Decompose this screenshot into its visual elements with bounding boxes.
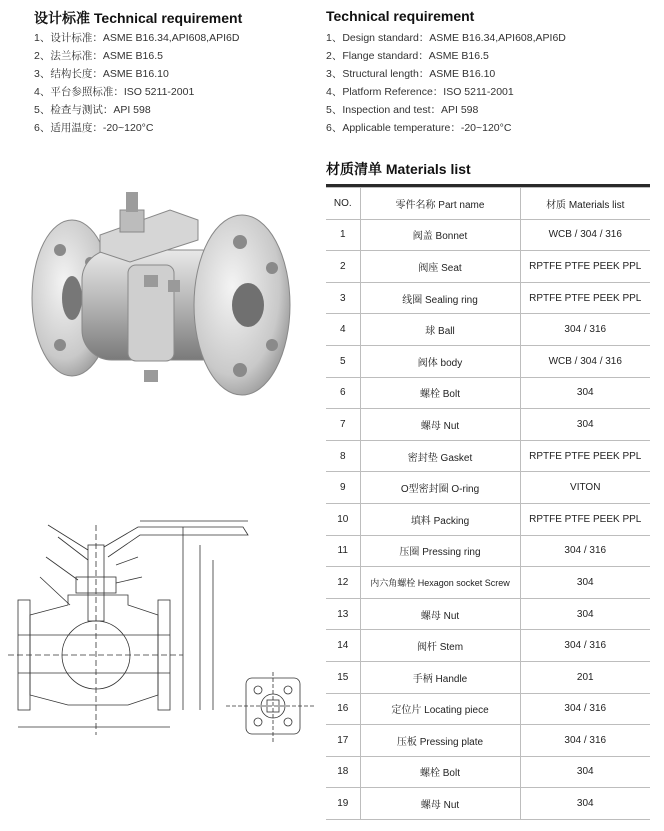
requirement-item: 1、Design standard：ASME B16.34,API608,API6D — [326, 32, 566, 44]
cell-part-name: 螺母 Nut — [360, 409, 520, 441]
table-row — [326, 503, 650, 535]
requirement-item: 6、适用温度：-20~120°C — [34, 122, 154, 134]
cell-material: WCB / 304 / 316 — [520, 345, 650, 377]
cell-no: 12 — [326, 567, 360, 599]
tech-requirement-list-en — [326, 29, 566, 137]
cell-material: 304 / 316 — [520, 314, 650, 346]
cell-no: 10 — [326, 503, 360, 535]
table-row — [326, 219, 650, 251]
cell-no: 13 — [326, 598, 360, 630]
cell-part-name: 阀座 Seat — [360, 251, 520, 283]
cell-part-name: 螺栓 Bolt — [360, 756, 520, 788]
cell-no: 16 — [326, 693, 360, 725]
cell-material: VITON — [520, 472, 650, 504]
cell-part-name: 阀杆 Stem — [360, 630, 520, 662]
materials-table — [326, 187, 650, 820]
cell-no: 15 — [326, 661, 360, 693]
cell-part-name: 填料 Packing — [360, 503, 520, 535]
cell-no: 18 — [326, 756, 360, 788]
cell-material: 304 / 316 — [520, 725, 650, 757]
requirement-item: 5、检查与测试：API 598 — [34, 104, 151, 116]
requirement-item: 2、法兰标准：ASME B16.5 — [34, 50, 163, 62]
table-row — [326, 282, 650, 314]
header-material: 材质 Materials list — [520, 188, 650, 220]
cell-part-name: 螺母 Nut — [360, 788, 520, 820]
cell-part-name: 线圈 Sealing ring — [360, 282, 520, 314]
table-row — [326, 661, 650, 693]
mounting-pad-topview — [222, 672, 318, 744]
cell-material: RPTFE PTFE PEEK PPL — [520, 251, 650, 283]
cell-no: 2 — [326, 251, 360, 283]
cell-no: 4 — [326, 314, 360, 346]
cell-no: 1 — [326, 219, 360, 251]
cell-part-name: 内六角螺栓 Hexagon socket Screw — [360, 567, 520, 599]
cell-material: 304 / 316 — [520, 535, 650, 567]
table-row — [326, 377, 650, 409]
cell-material: WCB / 304 / 316 — [520, 219, 650, 251]
cell-material: RPTFE PTFE PEEK PPL — [520, 282, 650, 314]
tech-requirement-title-cn: 设计标准 Technical requirement — [34, 10, 243, 26]
table-row — [326, 725, 650, 757]
requirement-item: 3、Structural length：ASME B16.10 — [326, 68, 496, 80]
cell-part-name: 手柄 Handle — [360, 661, 520, 693]
cell-no: 11 — [326, 535, 360, 567]
cell-no: 5 — [326, 345, 360, 377]
table-row — [326, 535, 650, 567]
cell-part-name: 螺栓 Bolt — [360, 377, 520, 409]
requirement-item: 4、平台参照标准：ISO 5211-2001 — [34, 86, 195, 98]
cell-material: 304 — [520, 598, 650, 630]
cell-part-name: 螺母 Nut — [360, 598, 520, 630]
cell-no: 6 — [326, 377, 360, 409]
cell-material: 304 / 316 — [520, 630, 650, 662]
table-row — [326, 756, 650, 788]
header-part-name: 零件名称 Part name — [360, 188, 520, 220]
materials-list-title: 材质清单 Materials list — [326, 161, 471, 177]
cell-material: RPTFE PTFE PEEK PPL — [520, 503, 650, 535]
cell-part-name: 球 Ball — [360, 314, 520, 346]
cell-part-name: 定位片 Locating piece — [360, 693, 520, 725]
cell-no: 7 — [326, 409, 360, 441]
cell-no: 14 — [326, 630, 360, 662]
cell-material: 304 — [520, 788, 650, 820]
requirement-item: 5、Inspection and test：API 598 — [326, 104, 479, 116]
table-row — [326, 251, 650, 283]
table-row — [326, 567, 650, 599]
cell-part-name: 阀盖 Bonnet — [360, 219, 520, 251]
cell-no: 3 — [326, 282, 360, 314]
requirement-item: 4、Platform Reference：ISO 5211-2001 — [326, 86, 514, 98]
table-row — [326, 598, 650, 630]
cell-part-name: O型密封圈 O-ring — [360, 472, 520, 504]
cell-no: 8 — [326, 440, 360, 472]
header-no: NO. — [326, 188, 360, 220]
cell-material: 304 — [520, 377, 650, 409]
materials-table-container — [326, 184, 650, 820]
requirement-item: 3、结构长度：ASME B16.10 — [34, 68, 169, 80]
tech-requirement-title-en: Technical requirement — [326, 8, 475, 24]
cell-part-name: 压板 Pressing plate — [360, 725, 520, 757]
requirement-item: 1、设计标准：ASME B16.34,API608,API6D — [34, 32, 240, 44]
requirement-item: 6、Applicable temperature：-20~120°C — [326, 122, 512, 134]
ball-valve-photo — [20, 180, 304, 410]
cell-no: 19 — [326, 788, 360, 820]
cell-material: 304 / 316 — [520, 693, 650, 725]
table-row — [326, 440, 650, 472]
table-row — [326, 693, 650, 725]
cell-part-name: 压圈 Pressing ring — [360, 535, 520, 567]
cell-part-name: 密封垫 Gasket — [360, 440, 520, 472]
cell-part-name: 阀体 body — [360, 345, 520, 377]
cell-material: 304 — [520, 409, 650, 441]
requirement-item: 2、Flange standard：ASME B16.5 — [326, 50, 489, 62]
table-row — [326, 472, 650, 504]
cell-no: 17 — [326, 725, 360, 757]
table-row — [326, 630, 650, 662]
cell-material: 304 — [520, 567, 650, 599]
cell-material: 201 — [520, 661, 650, 693]
table-row — [326, 314, 650, 346]
tech-requirement-list-cn — [34, 29, 239, 137]
table-row — [326, 788, 650, 820]
cell-material: 304 — [520, 756, 650, 788]
table-header-row — [326, 188, 650, 220]
table-row — [326, 409, 650, 441]
cell-no: 9 — [326, 472, 360, 504]
cell-material: RPTFE PTFE PEEK PPL — [520, 440, 650, 472]
table-row — [326, 345, 650, 377]
